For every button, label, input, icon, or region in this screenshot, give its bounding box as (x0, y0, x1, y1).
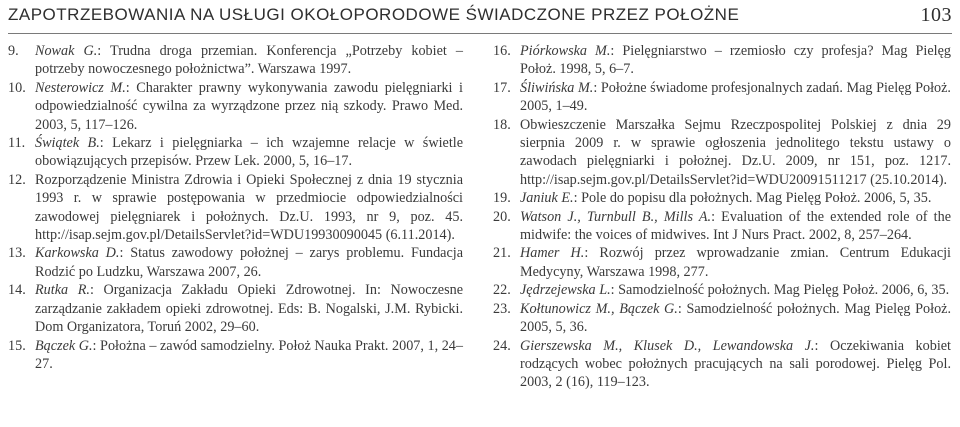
reference-item (493, 337, 951, 392)
reference-number: 17. (493, 79, 511, 96)
reference-body: : Charakter prawny wykonywania zawodu pielęgniarki i odpowiedzialność cywilna za wyrządzone przez nią szkody. Prawo Med. 2003, 5, 117–126. (35, 79, 463, 133)
reference-body: : Pole do popisu dla położnych. Mag Pielęg Położ. 2006, 5, 35. (573, 190, 932, 207)
reference-body: : Status zawodowy położnej – zarys problemu. Fundacja Rodzić po Ludzku, Warszawa 2007, 26. (35, 245, 463, 280)
reference-authors: Watson J., Turnbull B., Mills A. (520, 208, 712, 225)
reference-authors: Janiuk E. (520, 190, 574, 207)
reference-text (35, 281, 463, 336)
reference-authors: Gierszewska M., Klusek D., Lewandowska J. (520, 337, 815, 354)
reference-item (8, 281, 463, 336)
reference-authors: Kołtunowicz M., Bączek G. (520, 300, 678, 317)
reference-number: 9. (8, 43, 19, 59)
reference-text (520, 208, 951, 245)
reference-body: : Lekarz i pielęgniarka – ich wzajemne relacje w świetle obowiązujących przepisów. Przew Lek. 2000, 5, 16–17. (35, 135, 463, 170)
reference-body: : Położna – zawód samodzielny. Położ Nauka Prakt. 2007, 1, 24–27. (35, 337, 463, 372)
reference-item (493, 79, 951, 116)
reference-number: 14. (8, 282, 26, 299)
reference-body: : Pielęgniarstwo – rzemiosło czy profesja? Mag Pielęg Położ. 1998, 5, 6–7. (520, 43, 952, 78)
reference-text (35, 79, 463, 134)
reference-item (8, 134, 463, 171)
reference-item (8, 79, 463, 134)
header-rule (8, 33, 952, 34)
reference-text (520, 42, 951, 79)
reference-text (520, 300, 951, 337)
reference-item (493, 42, 951, 79)
running-title: ZAPOTRZEBOWANIA NA USŁUGI OKOŁOPORODOWE ŚWIADCZONE PRZEZ POŁOŻNE (8, 5, 740, 24)
reference-item (493, 116, 951, 190)
reference-number: 12. (8, 171, 26, 188)
reference-authors: Nowak G. (35, 43, 98, 59)
reference-text (35, 42, 463, 79)
reference-number: 10. (8, 79, 26, 96)
reference-body: : Organizacja Zakładu Opieki Zdrowotnej. In: Nowoczesne zarządzanie zakładem opieki zdrowotnej. Eds: B. Nogalski, J.M. Rybicki. Dom Organizatora, Toruń 2002, 29–60. (35, 282, 463, 336)
reference-item (493, 244, 951, 281)
reference-body: : Położne świadome profesjonalnych zadań. Mag Pielęg Położ. 2005, 1–49. (520, 79, 951, 115)
reference-text (35, 337, 463, 374)
reference-number: 23. (493, 300, 511, 317)
reference-item (493, 300, 951, 337)
reference-text (520, 116, 951, 190)
reference-authors: Karkowska D. (35, 245, 120, 262)
reference-number: 24. (493, 337, 511, 354)
reference-number: 15. (8, 337, 26, 354)
reference-text (35, 244, 463, 281)
reference-text (520, 79, 951, 116)
reference-authors: Rutka R. (35, 282, 90, 299)
reference-item (8, 171, 463, 245)
reference-body: Rozporządzenie Ministra Zdrowia i Opieki Społecznej z dnia 19 stycznia 1993 r. w sprawie postępowania w przedmiocie odpowiedzialności zawodowej pielęgniarek i położnych. Dz.U. 1993, nr 9, poz. 45. http://isap.sejm.gov.pl/DetailsServlet?id=WDU19930090045 (6.11.2014). (35, 171, 463, 244)
reference-item (493, 189, 951, 207)
references-left-column (8, 42, 463, 373)
reference-text (520, 281, 951, 299)
reference-number: 18. (493, 116, 511, 133)
reference-text (520, 244, 951, 281)
reference-body: : Rozwój przez wprowadzanie zmian. Centrum Edukacji Medycyny, Warszawa 1998, 277. (520, 245, 951, 280)
reference-number: 19. (493, 190, 511, 207)
reference-body: : Evaluation of the extended role of the midwife: the voices of midwives. Int J Nurs Pract. 2002, 8, 257–264. (520, 208, 951, 244)
reference-authors: Hamer H. (520, 245, 585, 262)
reference-body: : Samodzielność położnych. Mag Pielęg Położ. 2006, 6, 35. (610, 282, 950, 299)
reference-authors: Jędrzejewska L. (520, 282, 611, 299)
reference-authors: Świątek B. (35, 135, 100, 152)
reference-text (520, 189, 951, 207)
reference-number: 11. (8, 135, 26, 152)
reference-item (8, 337, 463, 374)
reference-item (8, 244, 463, 281)
reference-item (8, 42, 463, 79)
reference-body: : Trudna droga przemian. Konferencja „Potrzeby kobiet – potrzeby nowoczesnego położnictwa”. Warszawa 1997. (35, 43, 463, 78)
reference-number: 20. (493, 208, 511, 225)
reference-body: Obwieszczenie Marszałka Sejmu Rzeczpospolitej Polskiej z dnia 29 sierpnia 2009 r. w sprawie ogłoszenia jednolitego tekstu ustawy o zawodach pielęgniarki i położnej. Dz.U. 2009, nr 151, poz. 1217. http://isap.sejm.gov.pl/DetailsServlet?id=WDU20091511217 (25.10.2014). (520, 116, 951, 188)
reference-item (493, 281, 951, 299)
reference-authors: Piórkowska M. (520, 43, 611, 59)
reference-body: : Oczekiwania kobiet rodzących wobec położnych pracujących na sali porodowej. Pielęg Pol. 2003, 2 (16), 119–123. (520, 337, 951, 391)
reference-number: 21. (493, 245, 511, 262)
reference-authors: Śliwińska M. (520, 79, 594, 96)
reference-number: 13. (8, 245, 26, 262)
reference-authors: Bączek G. (35, 337, 93, 354)
reference-number: 22. (493, 282, 511, 299)
page-number: 103 (920, 3, 952, 26)
running-header (8, 0, 952, 30)
reference-authors: Nesterowicz M. (35, 79, 126, 96)
reference-text (35, 171, 463, 245)
reference-text (520, 337, 951, 392)
references-right-column (493, 42, 951, 392)
reference-body: : Samodzielność położnych. Mag Pielęg Położ. 2005, 5, 36. (520, 300, 952, 336)
reference-text (35, 134, 463, 171)
reference-item (493, 208, 951, 245)
reference-number: 16. (493, 43, 511, 59)
